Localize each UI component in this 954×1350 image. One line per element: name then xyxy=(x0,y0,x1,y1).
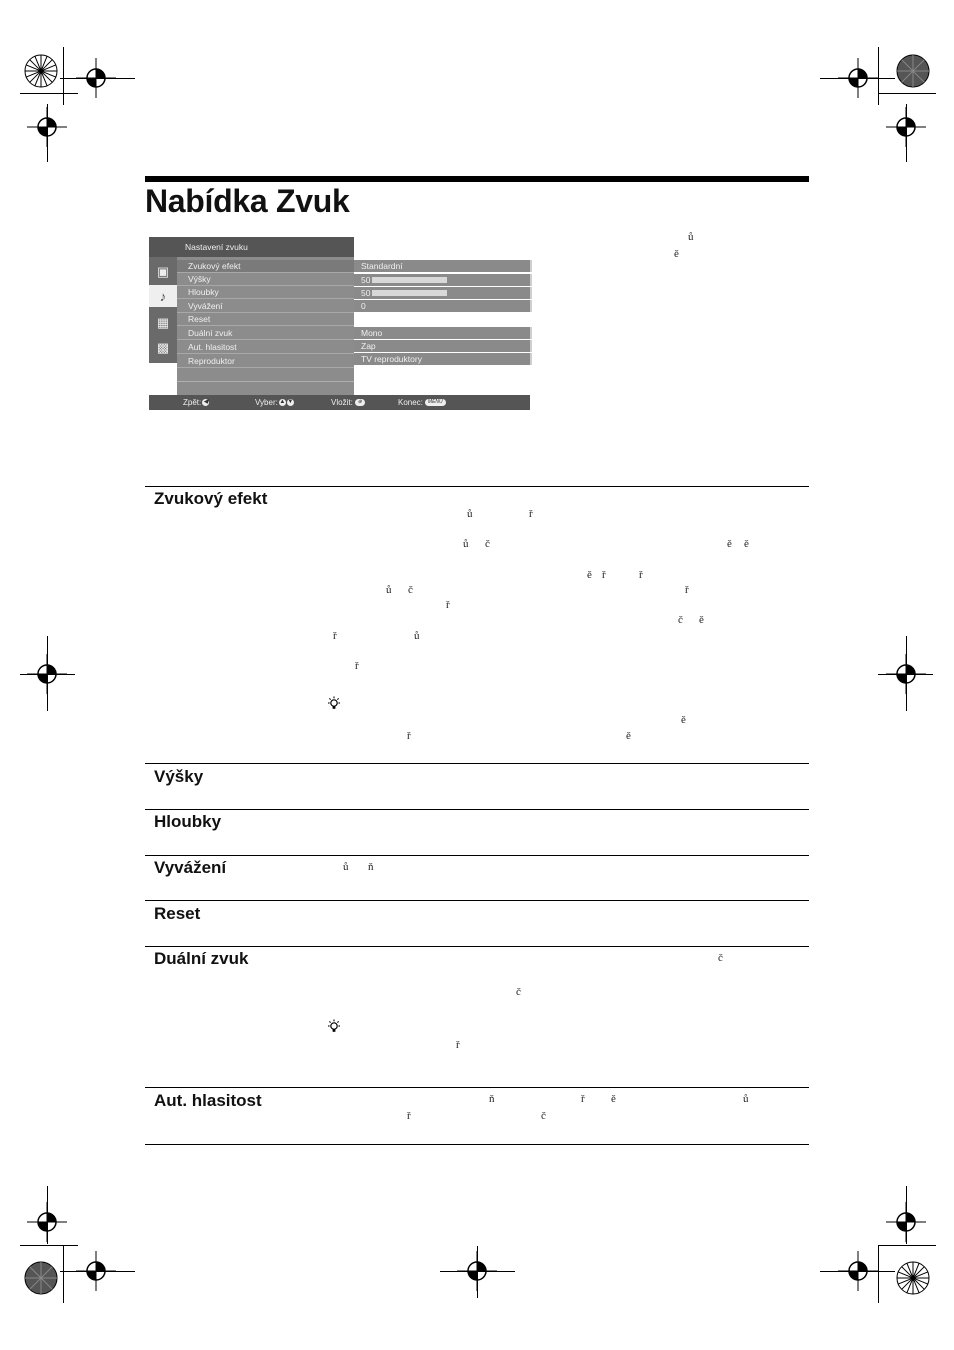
stray-glyph: č xyxy=(516,986,521,998)
footer-select: Vyber: ▲ ▼ xyxy=(255,398,294,407)
starburst-mark-icon xyxy=(24,1261,58,1295)
arrow-up-icon: ▲ xyxy=(279,399,286,406)
stray-glyph: ř xyxy=(407,1110,411,1122)
osd-item-sound-effect[interactable]: Zvukový efekt xyxy=(177,260,354,273)
osd-value-bass[interactable]: 50 xyxy=(354,287,532,299)
stray-glyph: ř xyxy=(529,508,533,520)
stray-glyph: ř xyxy=(407,730,411,742)
stray-glyph: ě xyxy=(611,1093,616,1105)
stray-glyph: č xyxy=(718,952,723,964)
starburst-mark-icon xyxy=(896,54,930,88)
osd-value-sound-effect[interactable]: Standardní xyxy=(354,260,532,272)
feature-icon[interactable]: ▦ xyxy=(156,315,170,330)
starburst-mark-icon xyxy=(24,54,58,88)
osd-value-dual-sound[interactable]: Mono xyxy=(354,327,532,339)
section-title-bass: Hloubky xyxy=(154,812,222,831)
section-rule xyxy=(145,900,809,901)
stray-glyph: ů xyxy=(343,861,349,873)
section-rule xyxy=(145,855,809,856)
osd-item-reset[interactable]: Reset xyxy=(177,313,354,326)
osd-value-speaker[interactable]: TV reproduktory xyxy=(354,353,532,365)
stray-glyph: ň xyxy=(368,861,374,873)
starburst-mark-icon xyxy=(896,1261,930,1295)
stray-glyph: ř xyxy=(602,569,606,581)
osd-title: Nastavení zvuku xyxy=(185,242,248,252)
stray-glyph: ř xyxy=(581,1093,585,1105)
section-title-balance: Vyvážení xyxy=(154,858,227,877)
stray-glyph: ň xyxy=(489,1093,495,1105)
osd-menu-list xyxy=(177,257,354,395)
stray-glyph: č xyxy=(541,1110,546,1122)
stray-glyph: ě xyxy=(744,538,749,550)
stray-glyph: ř xyxy=(685,584,689,596)
arrow-left-icon: ◀ xyxy=(203,399,209,406)
section-rule xyxy=(145,1144,809,1145)
osd-item-auto-volume[interactable]: Aut. hlasitost xyxy=(177,341,354,354)
osd-item-balance[interactable]: Vyvážení xyxy=(177,300,354,313)
stray-glyph: ů xyxy=(386,584,392,596)
stray-glyph: ě xyxy=(626,730,631,742)
stray-glyph: ř xyxy=(456,1039,460,1051)
picture-icon[interactable]: ▣ xyxy=(156,264,170,279)
footer-exit: Konec: MENU xyxy=(398,398,446,407)
registration-target-icon xyxy=(27,1202,67,1242)
hint-lightbulb-icon xyxy=(326,696,342,712)
stray-glyph: ů xyxy=(414,630,420,642)
stray-glyph: ě xyxy=(587,569,592,581)
section-rule xyxy=(145,946,809,947)
section-title-auto-volume: Aut. hlasitost xyxy=(154,1091,262,1110)
enter-key-icon: ⊕ xyxy=(355,399,365,406)
stray-glyph: ů xyxy=(463,538,469,550)
stray-glyph: ě xyxy=(699,614,704,626)
stray-glyph: č xyxy=(485,538,490,550)
section-rule xyxy=(145,1087,809,1088)
stray-glyph: ř xyxy=(639,569,643,581)
registration-target-icon xyxy=(76,1251,116,1291)
sound-settings-osd xyxy=(149,237,530,410)
registration-target-icon xyxy=(886,1202,926,1242)
menu-key: MENU xyxy=(425,399,446,406)
registration-target-icon xyxy=(838,58,878,98)
stray-glyph: ě xyxy=(674,248,679,260)
stray-glyph: č xyxy=(678,614,683,626)
osd-item-dual-sound[interactable]: Duální zvuk xyxy=(177,327,354,340)
stray-glyph: ů xyxy=(743,1093,749,1105)
stray-glyph: ě xyxy=(681,714,686,726)
registration-target-icon xyxy=(457,1251,497,1291)
stray-glyph: ů xyxy=(467,508,473,520)
section-title-sound-effect: Zvukový efekt xyxy=(154,489,268,508)
music-note-icon[interactable]: ♪ xyxy=(149,285,177,307)
osd-separator xyxy=(177,381,354,382)
registration-target-icon xyxy=(838,1251,878,1291)
hint-lightbulb-icon xyxy=(326,1019,342,1035)
stray-glyph: č xyxy=(408,584,413,596)
stray-glyph: ř xyxy=(446,599,450,611)
osd-item-speaker[interactable]: Reproduktor xyxy=(177,355,354,368)
osd-value-treble[interactable]: 50 xyxy=(354,274,532,286)
registration-target-icon xyxy=(886,654,926,694)
section-rule xyxy=(145,486,809,487)
footer-enter: Vložit: ⊕ xyxy=(331,398,365,407)
registration-target-icon xyxy=(27,107,67,147)
stray-glyph: ř xyxy=(355,660,359,672)
bass-slider[interactable] xyxy=(372,290,447,296)
osd-icon-column xyxy=(149,257,177,363)
section-title-reset: Reset xyxy=(154,904,201,923)
registration-target-icon xyxy=(886,107,926,147)
section-title-dual-sound: Duální zvuk xyxy=(154,949,249,968)
arrow-down-icon: ▼ xyxy=(287,399,294,406)
osd-footer xyxy=(149,395,530,410)
stray-glyph: ě xyxy=(727,538,732,550)
page-title: Nabídka Zvuk xyxy=(145,183,350,219)
osd-header xyxy=(149,237,354,257)
section-rule xyxy=(145,809,809,810)
stray-glyph: ř xyxy=(333,630,337,642)
registration-target-icon xyxy=(76,58,116,98)
registration-target-icon xyxy=(27,654,67,694)
osd-item-treble[interactable]: Výšky xyxy=(177,273,354,286)
footer-back: Zpět: ◀ xyxy=(183,398,209,407)
treble-slider[interactable] xyxy=(372,277,447,283)
osd-value-balance[interactable]: 0 xyxy=(354,300,532,312)
toolbox-icon[interactable]: ▩ xyxy=(156,340,170,355)
title-rule xyxy=(145,176,809,182)
osd-item-bass[interactable]: Hloubky xyxy=(177,286,354,299)
section-title-treble: Výšky xyxy=(154,767,204,786)
osd-value-auto-volume[interactable]: Zap xyxy=(354,340,532,352)
stray-glyph: ů xyxy=(688,231,694,243)
section-rule xyxy=(145,763,809,764)
